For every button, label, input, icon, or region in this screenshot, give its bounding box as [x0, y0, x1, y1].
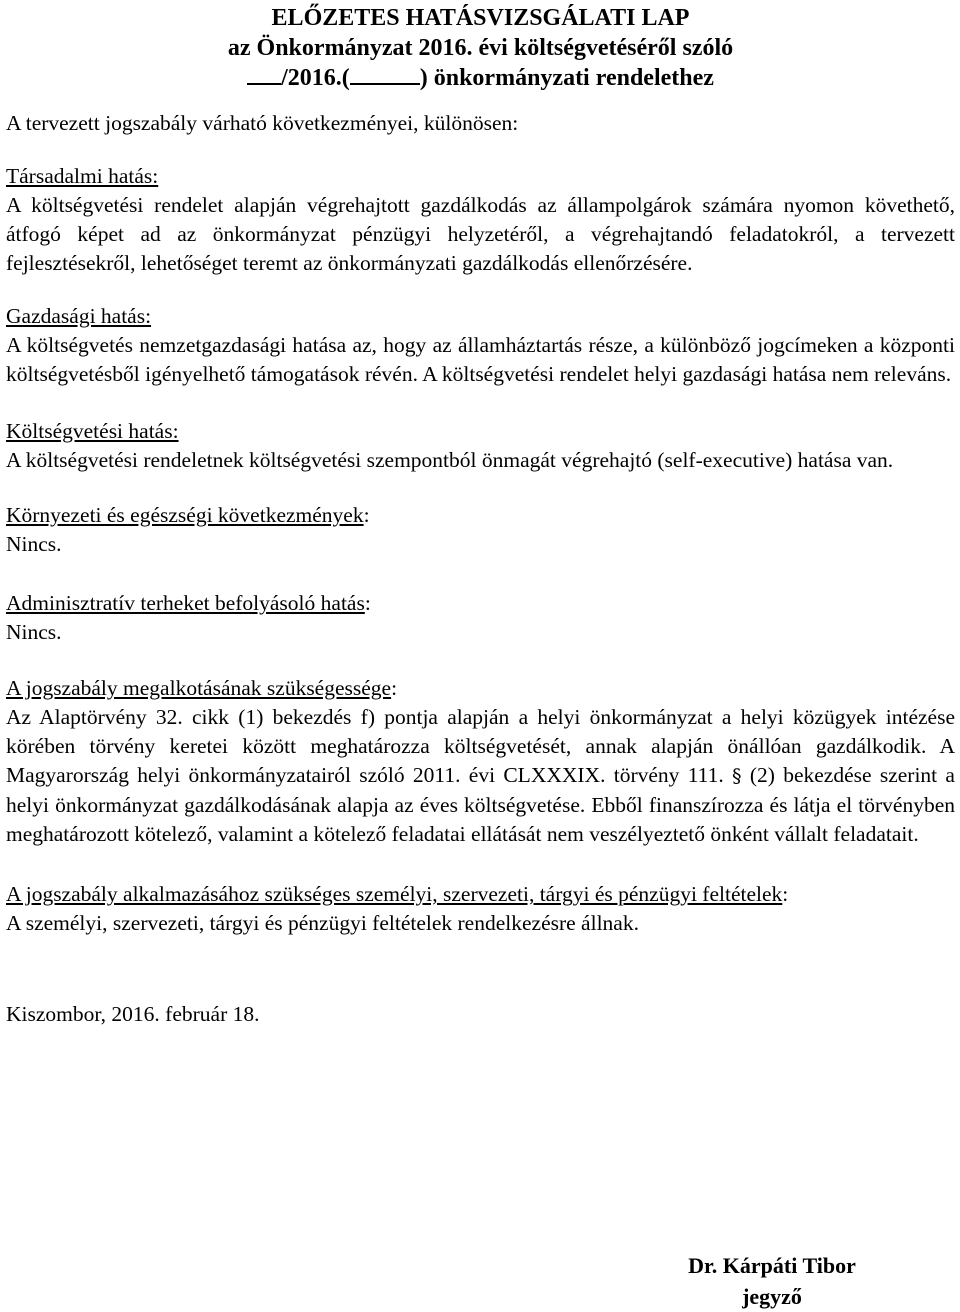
document-subtitle-line3 — [6, 63, 955, 93]
signatory-title: jegyző — [742, 1284, 802, 1309]
section-body-conditions: A személyi, szervezeti, tárgyi és pénzügyi feltételek rendelkezésre állnak. — [6, 911, 639, 935]
section-body-budget: A költségvetési rendeletnek költségvetési szempontból önmagát végrehajtó (self-executive) hatása van. — [6, 448, 894, 472]
regulation-text: ) önkormányzati rendelethez — [419, 65, 714, 91]
section-body-economic: A költségvetés nemzetgazdasági hatása az, hogy az államháztartás része, a különböző jogcímeken a központi költségvetésből igényelhető támogatások révén. A költségvetési rendelet helyi gazdasági hatása nem releváns. — [6, 333, 955, 386]
section-economic — [6, 302, 955, 389]
date-blank — [350, 63, 420, 85]
year-text: /2016.( — [281, 65, 350, 91]
signature-block — [672, 1250, 872, 1312]
document-subtitle: az Önkormányzat 2016. évi költségvetéséről szóló — [227, 35, 734, 61]
document-header — [6, 0, 955, 93]
section-heading-conditions: A jogszabály alkalmazásához szükséges személyi, szervezeti, tárgyi és pénzügyi feltételek: — [6, 882, 789, 906]
section-body-admin: Nincs. — [6, 620, 62, 644]
section-admin — [6, 589, 955, 647]
section-body-necessity: Az Alaptörvény 32. cikk (1) bekezdés f) pontja alapján a helyi önkormányzat a helyi közügyek intézése körében törvény keretei között meghatározza költségvetését, annak alapján önállóan gazdálkodik. A Magyarország helyi önkormányzatairól szóló 2011. évi CLXXXIX. törvény 111. § (2) bekezdése szerint a helyi önkormányzat gazdálkodásának alapja az éves költségvetése. Ebből finanszírozza és látja el törvényben meghatározott kötelező, valamint a kötelező feladatai ellátását nem veszélyeztető önként vállalt feladatait. — [6, 705, 955, 846]
intro-text: A tervezett jogszabály várható következményei, különösen: — [6, 111, 519, 135]
section-sign-icon: § — [732, 765, 742, 787]
document-page — [6, 0, 955, 1029]
section-body-environment: Nincs. — [6, 532, 62, 556]
section-body-social: A költségvetési rendelet alapján végrehajtott gazdálkodás az állampolgárok számára nyomon követhető, átfogó képet ad az önkormányzat pénzügyi helyzetéről, a végrehajtandó feladatokról, a tervezett fejlesztésekről, lehetőséget teremt az önkormányzati gazdálkodás ellenőrzésére. — [6, 193, 955, 275]
section-heading-admin: Adminisztratív terheket befolyásoló hatás: — [6, 591, 371, 615]
number-blank — [247, 63, 281, 85]
section-heading-budget: Költségvetési hatás: — [6, 419, 179, 443]
section-heading-necessity: A jogszabály megalkotásának szükségessége: — [6, 676, 398, 700]
signatory-name: Dr. Kárpáti Tibor — [688, 1253, 856, 1278]
section-heading-environment: Környezeti és egészségi következmények: — [6, 503, 370, 527]
section-heading-social: Társadalmi hatás: — [6, 164, 159, 188]
section-environment — [6, 501, 955, 559]
section-conditions — [6, 880, 955, 938]
document-title: ELŐZETES HATÁSVIZSGÁLATI LAP — [271, 5, 690, 31]
place-date: Kiszombor, 2016. február 18. — [6, 1002, 260, 1026]
section-necessity — [6, 674, 955, 849]
section-budget — [6, 417, 955, 475]
section-heading-economic: Gazdasági hatás: — [6, 304, 152, 328]
section-social — [6, 162, 955, 278]
